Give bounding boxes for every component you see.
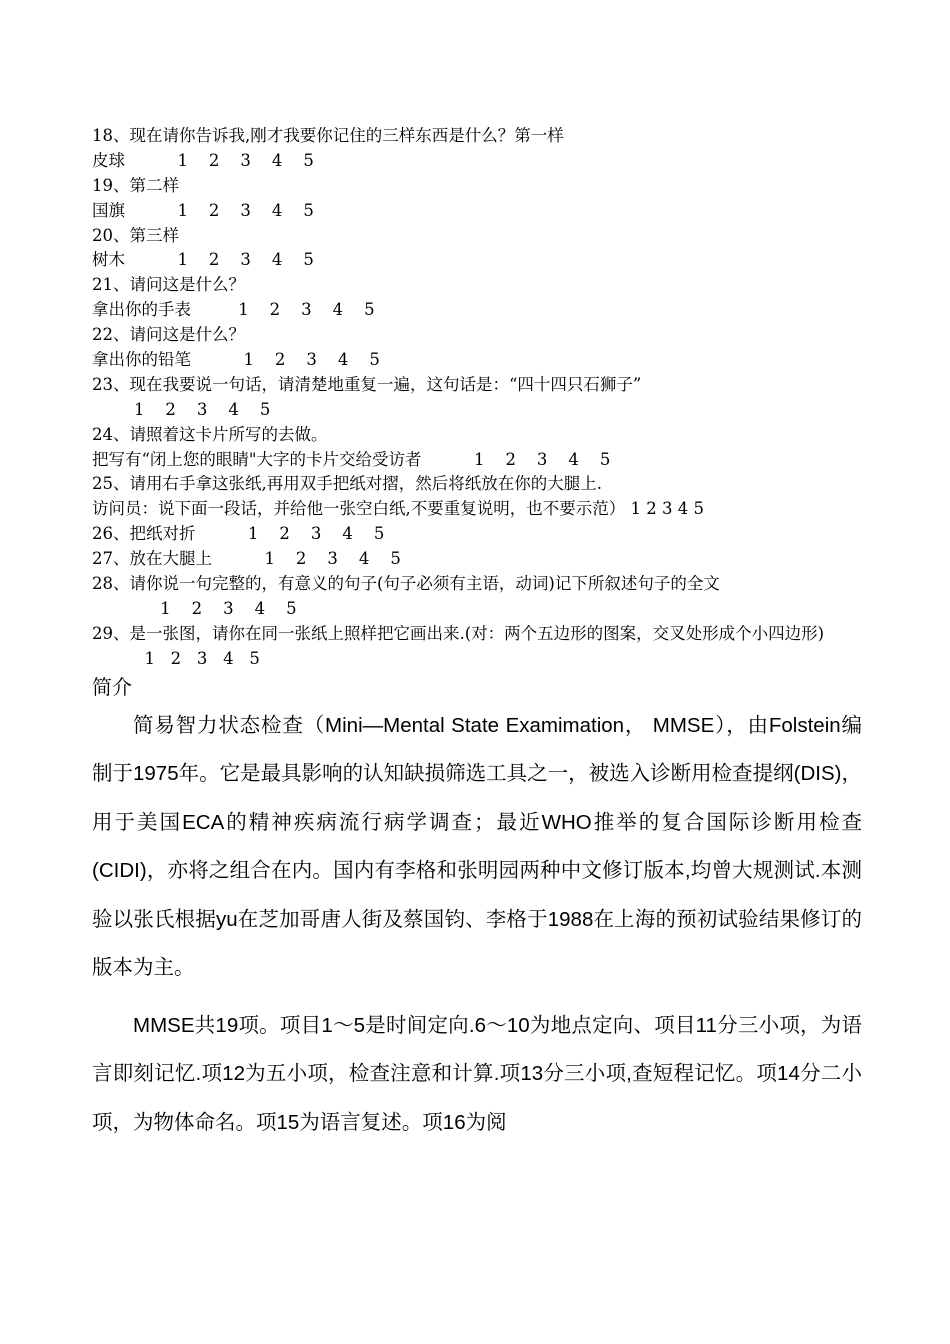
question-line: 23、现在我要说一句话，请清楚地重复一遍，这句话是：“四十四只石狮子”: [92, 374, 642, 394]
question-line: 26、把纸对折 1 2 3 4 5: [92, 524, 385, 544]
document-page: [92, 124, 862, 1147]
question-line: 把写有“闭上您的眼睛"大字的卡片交给受访者 1 2 3 4 5: [92, 449, 611, 469]
question-line: 拿出你的铅笔 1 2 3 4 5: [92, 350, 380, 370]
question-line: 1 2 3 4 5: [92, 648, 260, 668]
section-heading: 简介: [92, 674, 132, 699]
question-line: 20、第三样: [92, 225, 179, 245]
question-line: 访问员：说下面一段话，并给他一张空白纸,不要重复说明，也不要示范） 1 2 3 4 5: [92, 499, 704, 519]
question-line: 拿出你的手表 1 2 3 4 5: [92, 300, 375, 320]
question-line: 皮球 1 2 3 4 5: [92, 150, 314, 170]
intro-paragraph: 简易智力状态检查（Mini—Mental State Examimation， MMSE），由Folstein编制于1975年。它是最具影响的认知缺损筛选工具之一，被选入诊断用检查提纲(DIS)，用于美国ECA的精神疾病流行病学调查；最近WHO推举的复合国际诊断用检查(CIDI)，亦将之组合在内。国内有李格和张明园两种中文修订版本,均曾大规测试.本测验以张氏根据yu在芝加哥唐人街及蔡国钧、李格于1988在上海的预初试验结果修订的版本为主。: [92, 713, 862, 980]
question-line: 29、是一张图，请你在同一张纸上照样把它画出来.(对：两个五边形的图案，交叉处形成个小四边形): [92, 623, 825, 643]
question-line: 18、现在请你告诉我,刚才我要你记住的三样东西是什么？第一样: [92, 126, 564, 145]
question-line: 19、第二样: [92, 175, 179, 195]
question-line: 树木 1 2 3 4 5: [92, 250, 314, 270]
intro-paragraph: MMSE共19项。项目1～5是时间定向.6～10为地点定向、项目11分三小项，为语言即刻记忆.项12为五小项，检查注意和计算.项13分三小项,查短程记忆。项14分二小项，为物体命名。项15为语言复述。项16为阅: [92, 1013, 862, 1134]
question-list: [92, 124, 862, 672]
question-line: 27、放在大腿上 1 2 3 4 5: [92, 549, 401, 569]
question-line: 24、请照着这卡片所写的去做。: [92, 424, 328, 444]
question-line: 25、请用右手拿这张纸,再用双手把纸对摺，然后将纸放在你的大腿上.: [92, 474, 602, 494]
question-line: 1 2 3 4 5: [92, 399, 271, 419]
question-line: 22、请问这是什么？: [92, 325, 245, 345]
question-line: 国旗 1 2 3 4 5: [92, 200, 314, 220]
question-line: 28、请你说一句完整的，有意义的句子(句子必须有主语，动词)记下所叙述句子的全文: [92, 574, 720, 594]
question-line: 21、请问这是什么？: [92, 275, 245, 295]
question-line: 1 2 3 4 5: [92, 598, 297, 618]
